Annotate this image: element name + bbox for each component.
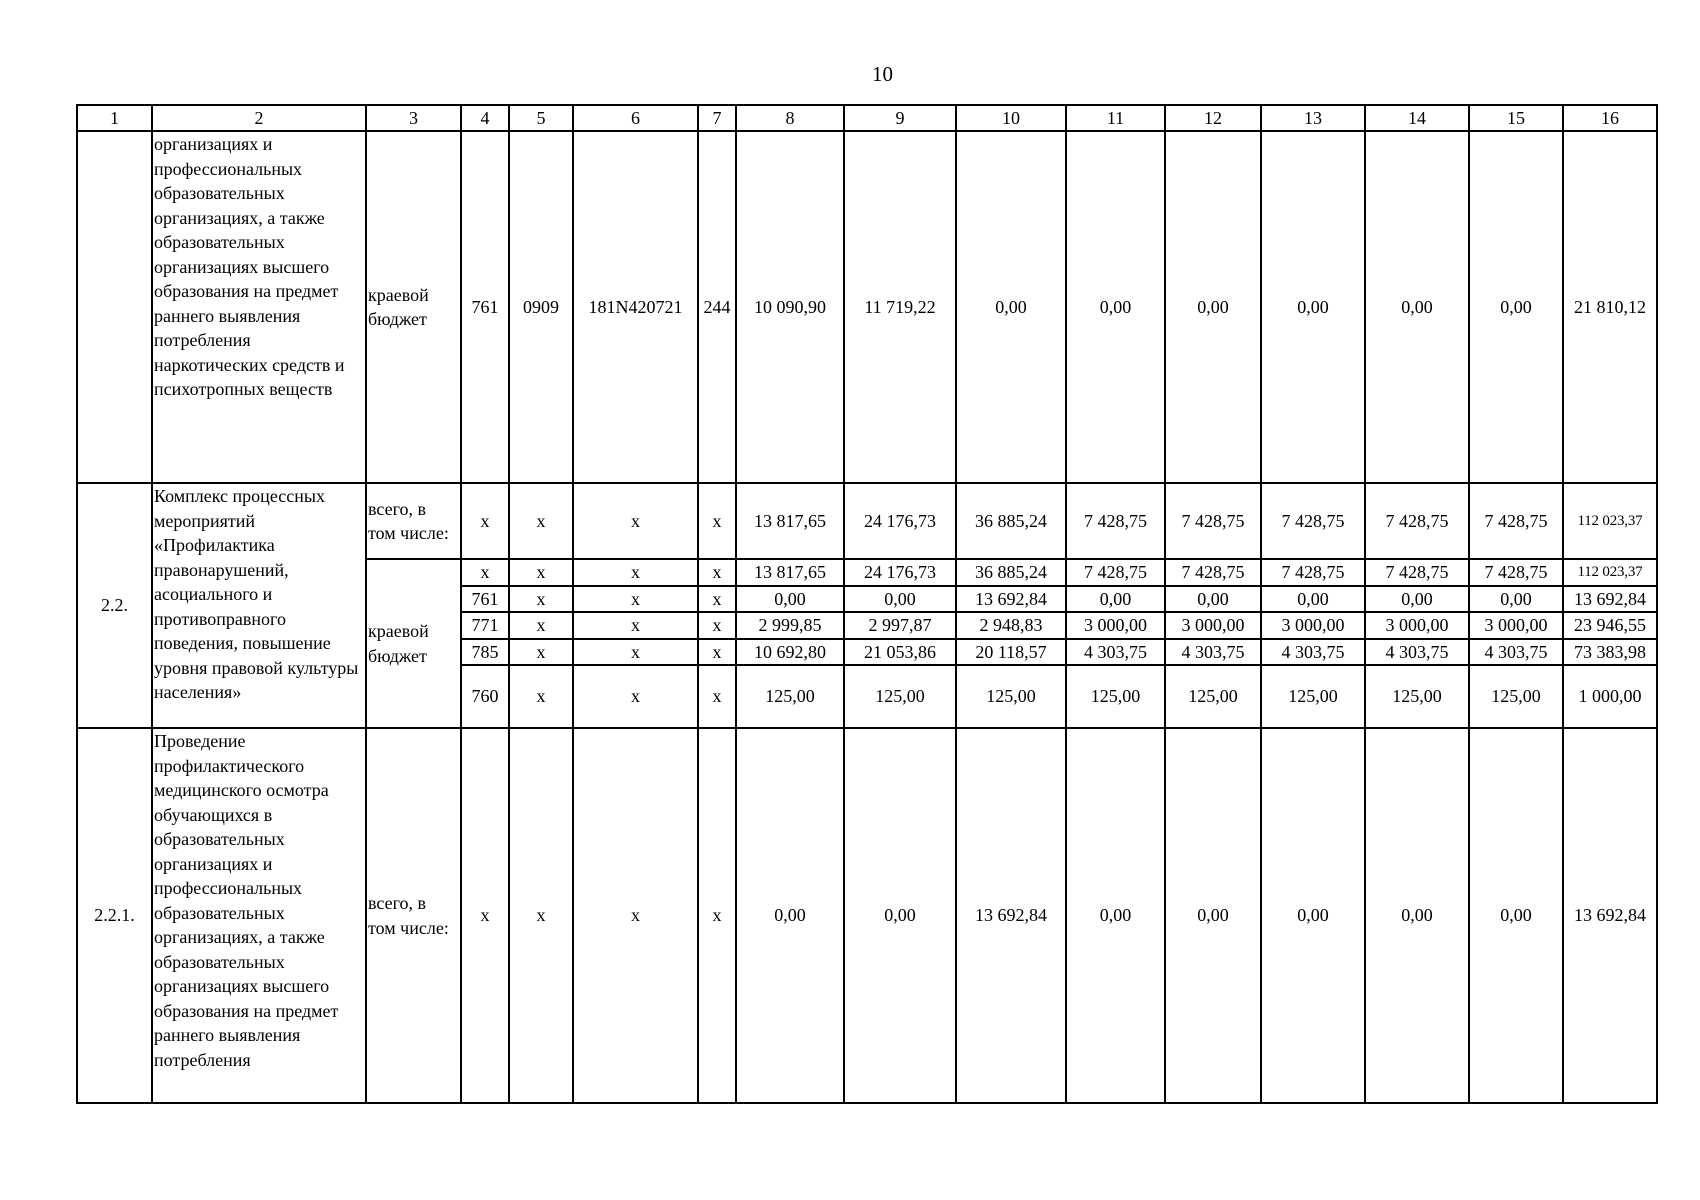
- cell-value: 3 000,00: [1261, 612, 1365, 639]
- cell-value: 3 000,00: [1365, 612, 1469, 639]
- budget-table: [76, 104, 1658, 1104]
- row-number: 2.2.: [77, 483, 152, 728]
- col-number: 4: [461, 105, 509, 131]
- cell-value: 125,00: [1365, 665, 1469, 728]
- cell-value: 24 176,73: [844, 483, 956, 559]
- cell-value: 7 428,75: [1165, 559, 1261, 586]
- cell-value: 112 023,37: [1563, 483, 1657, 559]
- cell-value: 125,00: [1261, 665, 1365, 728]
- cell-code: x: [509, 639, 573, 666]
- page-number: 10: [872, 62, 893, 86]
- cell-value: 36 885,24: [956, 483, 1066, 559]
- cell-value: 125,00: [1165, 665, 1261, 728]
- cell-code: x: [509, 612, 573, 639]
- cell-value: 0,00: [1469, 131, 1563, 483]
- cell-value: 13 692,84: [956, 586, 1066, 613]
- col-number: 15: [1469, 105, 1563, 131]
- event-name: организациях и профессиональных образовательных организациях, а также образовательных организациях высшего образования на предмет раннего выявления потребления наркотических средств и психотропных веществ: [152, 131, 366, 483]
- cell-value: 13 692,84: [1563, 586, 1657, 613]
- cell-value: 36 885,24: [956, 559, 1066, 586]
- cell-code: x: [698, 639, 736, 666]
- cell-code: x: [698, 483, 736, 559]
- cell-value: 0,00: [1165, 131, 1261, 483]
- cell-value: 2 948,83: [956, 612, 1066, 639]
- cell-code: 760: [461, 665, 509, 728]
- cell-code: x: [698, 612, 736, 639]
- col-number: 10: [956, 105, 1066, 131]
- cell-value: 125,00: [736, 665, 844, 728]
- cell-value: 0,00: [1261, 131, 1365, 483]
- cell-code: x: [573, 728, 698, 1103]
- cell-code: x: [573, 586, 698, 613]
- funding-source: краевой бюджет: [366, 131, 461, 483]
- event-name: Комплекс процессных мероприятий «Профилактика правонарушений, асоциального и противоправного поведения, повышение уровня правовой культуры населения»: [152, 483, 366, 728]
- col-number: 13: [1261, 105, 1365, 131]
- cell-value: 2 997,87: [844, 612, 956, 639]
- funding-source: всего, в том числе:: [366, 483, 461, 559]
- cell-value: 4 303,75: [1469, 639, 1563, 666]
- cell-value: 4 303,75: [1066, 639, 1165, 666]
- cell-code: x: [698, 665, 736, 728]
- cell-value: 7 428,75: [1365, 559, 1469, 586]
- cell-value: 4 303,75: [1165, 639, 1261, 666]
- cell-value: 24 176,73: [844, 559, 956, 586]
- cell-code: 771: [461, 612, 509, 639]
- cell-code: x: [698, 728, 736, 1103]
- cell-value: 125,00: [844, 665, 956, 728]
- row-number: 2.2.1.: [77, 728, 152, 1103]
- cell-code: x: [573, 639, 698, 666]
- cell-value: 125,00: [1066, 665, 1165, 728]
- cell-value: 0,00: [844, 586, 956, 613]
- cell-value: 0,00: [1066, 728, 1165, 1103]
- cell-value: 10 090,90: [736, 131, 844, 483]
- cell-code: 785: [461, 639, 509, 666]
- cell-value: 0,00: [956, 131, 1066, 483]
- cell-code: x: [461, 728, 509, 1103]
- col-number: 12: [1165, 105, 1261, 131]
- cell-value: 0,00: [1365, 728, 1469, 1103]
- cell-value: 125,00: [956, 665, 1066, 728]
- col-number: 9: [844, 105, 956, 131]
- cell-value: 21 810,12: [1563, 131, 1657, 483]
- cell-value: 7 428,75: [1261, 559, 1365, 586]
- cell-value: 73 383,98: [1563, 639, 1657, 666]
- cell-code: x: [509, 665, 573, 728]
- cell-code: x: [461, 483, 509, 559]
- cell-value: 0,00: [1365, 586, 1469, 613]
- cell-value: 125,00: [1469, 665, 1563, 728]
- cell-value: 3 000,00: [1469, 612, 1563, 639]
- col-number: 8: [736, 105, 844, 131]
- cell-value: 7 428,75: [1165, 483, 1261, 559]
- cell-code: x: [573, 559, 698, 586]
- cell-code: x: [509, 728, 573, 1103]
- table-row: [77, 728, 1657, 1103]
- cell-value: 7 428,75: [1469, 559, 1563, 586]
- col-number: 11: [1066, 105, 1165, 131]
- cell-value: 4 303,75: [1261, 639, 1365, 666]
- cell-value: 112 023,37: [1563, 559, 1657, 586]
- cell-value: 3 000,00: [1165, 612, 1261, 639]
- cell-value: 23 946,55: [1563, 612, 1657, 639]
- funding-source: всего, в том числе:: [366, 728, 461, 1103]
- cell-code: 244: [698, 131, 736, 483]
- cell-value: 0,00: [1066, 586, 1165, 613]
- table-row: [77, 483, 1657, 559]
- cell-value: 0,00: [1469, 586, 1563, 613]
- cell-value: 0,00: [844, 728, 956, 1103]
- event-name: Проведение профилактического медицинского осмотра обучающихся в образовательных организациях и профессиональных образовательных организациях, а также образовательных организациях высшего образования на предмет раннего выявления потребления: [152, 728, 366, 1103]
- cell-code: x: [509, 483, 573, 559]
- cell-value: 2 999,85: [736, 612, 844, 639]
- cell-value: 13 692,84: [956, 728, 1066, 1103]
- cell-value: 21 053,86: [844, 639, 956, 666]
- cell-value: 13 817,65: [736, 483, 844, 559]
- cell-code: x: [698, 559, 736, 586]
- cell-value: 4 303,75: [1365, 639, 1469, 666]
- cell-value: 1 000,00: [1563, 665, 1657, 728]
- col-number: 5: [509, 105, 573, 131]
- column-number-row: [77, 105, 1657, 131]
- cell-value: 10 692,80: [736, 639, 844, 666]
- table-row: [77, 131, 1657, 483]
- cell-code: x: [573, 665, 698, 728]
- cell-value: 7 428,75: [1261, 483, 1365, 559]
- cell-code: 0909: [509, 131, 573, 483]
- cell-value: 0,00: [1066, 131, 1165, 483]
- cell-value: 0,00: [736, 586, 844, 613]
- col-number: 1: [77, 105, 152, 131]
- cell-value: 0,00: [1469, 728, 1563, 1103]
- col-number: 2: [152, 105, 366, 131]
- cell-value: 0,00: [736, 728, 844, 1103]
- cell-code: 181N420721: [573, 131, 698, 483]
- cell-code: x: [573, 612, 698, 639]
- cell-value: 13 817,65: [736, 559, 844, 586]
- cell-code: x: [698, 586, 736, 613]
- cell-code: x: [461, 559, 509, 586]
- cell-value: 7 428,75: [1066, 559, 1165, 586]
- col-number: 14: [1365, 105, 1469, 131]
- cell-code: x: [509, 559, 573, 586]
- cell-value: 20 118,57: [956, 639, 1066, 666]
- cell-value: 0,00: [1261, 728, 1365, 1103]
- funding-source: краевой бюджет: [366, 559, 461, 728]
- cell-code: 761: [461, 131, 509, 483]
- row-number: [77, 131, 152, 483]
- cell-value: 11 719,22: [844, 131, 956, 483]
- cell-value: 7 428,75: [1365, 483, 1469, 559]
- col-number: 7: [698, 105, 736, 131]
- cell-value: 13 692,84: [1563, 728, 1657, 1103]
- col-number: 16: [1563, 105, 1657, 131]
- cell-code: x: [573, 483, 698, 559]
- cell-value: 0,00: [1165, 728, 1261, 1103]
- cell-value: 3 000,00: [1066, 612, 1165, 639]
- col-number: 3: [366, 105, 461, 131]
- cell-value: 0,00: [1165, 586, 1261, 613]
- cell-code: x: [509, 586, 573, 613]
- cell-value: 0,00: [1261, 586, 1365, 613]
- cell-value: 7 428,75: [1066, 483, 1165, 559]
- cell-value: 7 428,75: [1469, 483, 1563, 559]
- col-number: 6: [573, 105, 698, 131]
- cell-value: 0,00: [1365, 131, 1469, 483]
- cell-code: 761: [461, 586, 509, 613]
